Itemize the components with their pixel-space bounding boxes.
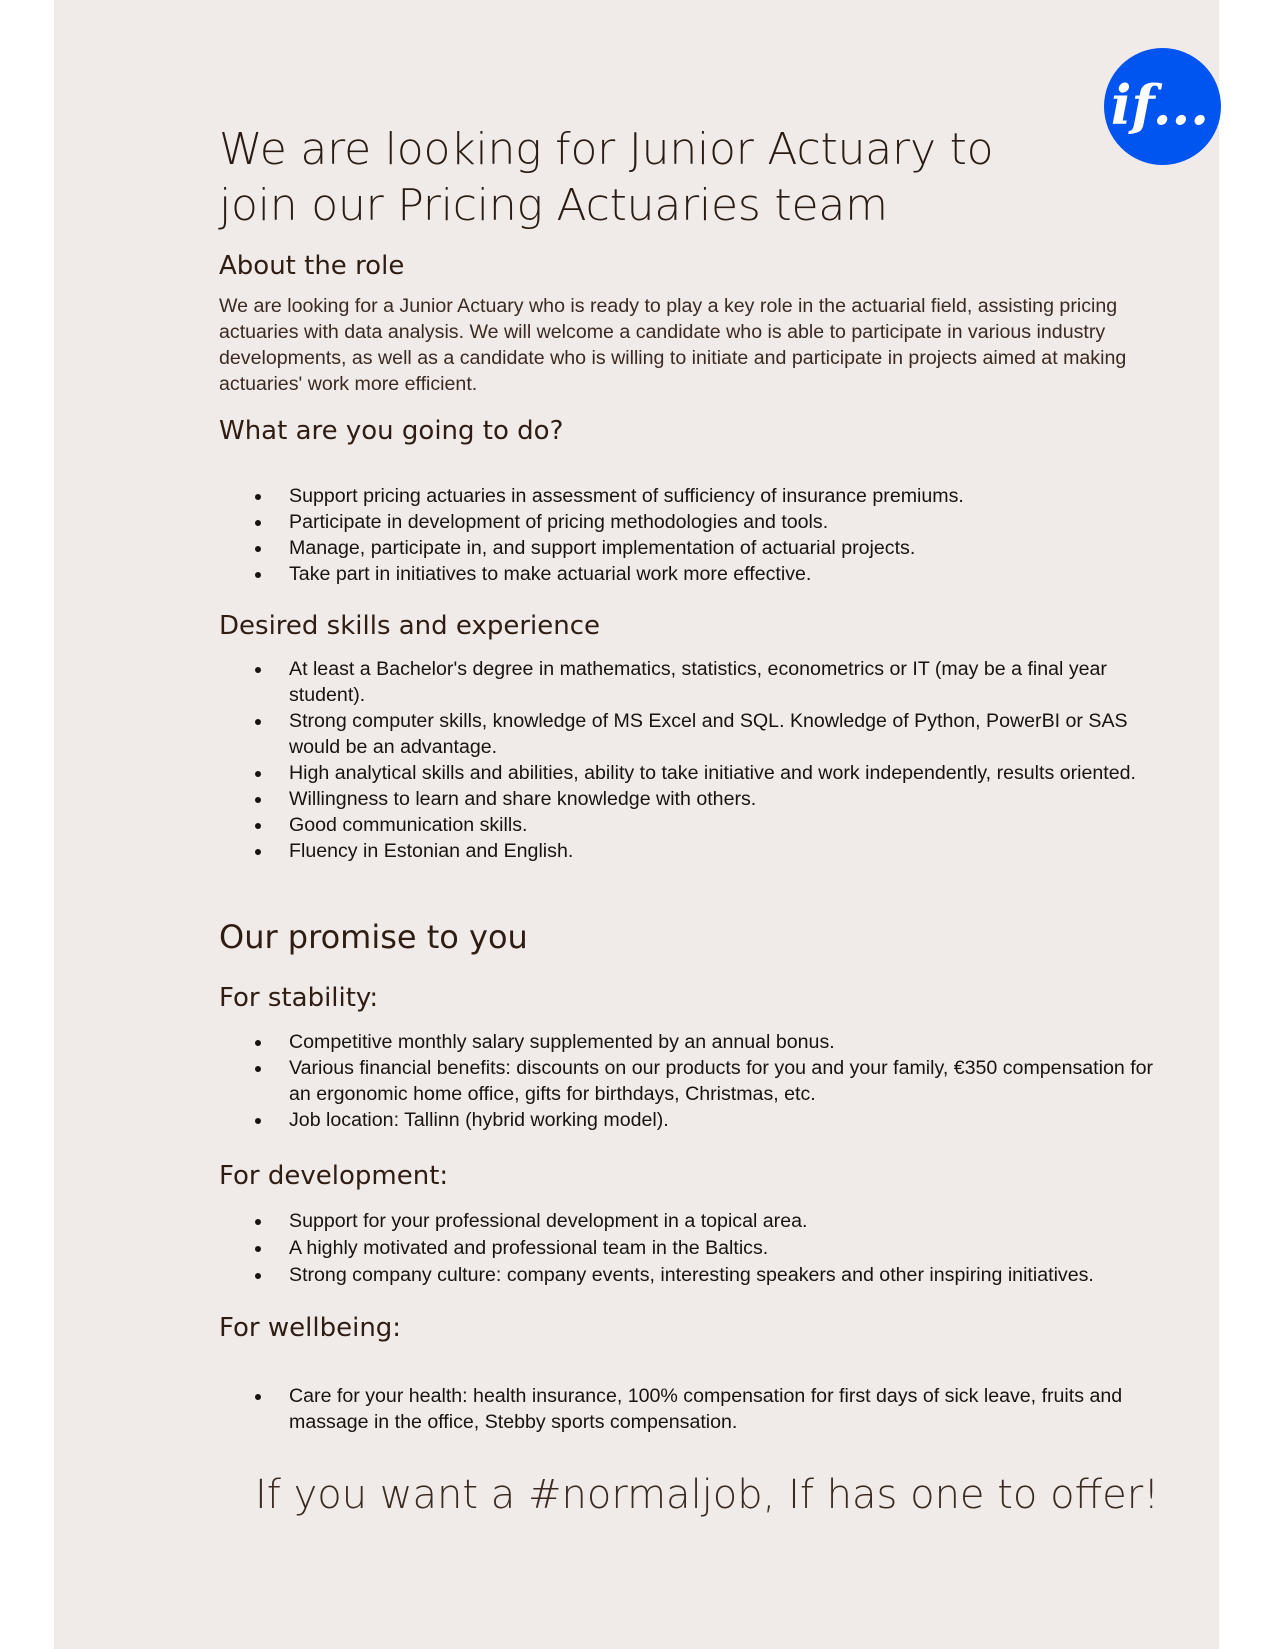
duties-list [219,483,1159,587]
list-item: Various financial benefits: discounts on our products for you and your family, €350 compensation for an ergonomic home office, gifts for birthdays, Christmas, etc. [219,1055,1159,1107]
list-item: High analytical skills and abilities, ability to take initiative and work independently, results oriented. [219,760,1159,786]
if-logo [1104,48,1221,165]
skills-heading: Desired skills and experience [219,611,601,641]
slogan: If you want a #normaljob, If has one to offer! [255,1472,1160,1518]
list-item: A highly motivated and professional team in the Baltics. [219,1235,1159,1261]
list-item: Strong company culture: company events, interesting speakers and other inspiring initiatives. [219,1262,1159,1288]
promise-heading: Our promise to you [219,918,528,956]
list-item: Willingness to learn and share knowledge with others. [219,786,1159,812]
development-list [219,1208,1159,1288]
page-title: We are looking for Junior Actuary to join our Pricing Actuaries team [219,124,994,231]
list-item: Support for your professional development in a topical area. [219,1208,1159,1234]
list-item: Job location: Tallinn (hybrid working model). [219,1107,1159,1133]
skills-list [219,656,1159,864]
about-heading: About the role [219,251,405,281]
stability-list [219,1029,1159,1133]
job-ad-page [54,0,1219,1649]
logo-text: if... [1110,73,1210,137]
stability-heading: For stability: [219,983,379,1013]
about-text: We are looking for a Junior Actuary who is ready to play a key role in the actuarial field, assisting pricing actuaries with data analysis. We will welcome a candidate who is able to participate in various industry developments, as well as a candidate who is willing to initiate and participate in projects aimed at making actuaries' work more efficient. [219,295,1127,395]
if-logo-icon [1104,48,1221,165]
list-item: Competitive monthly salary supplemented by an annual bonus. [219,1029,1159,1055]
duties-heading: What are you going to do? [219,416,564,446]
list-item: Support pricing actuaries in assessment of sufficiency of insurance premiums. [219,483,1159,509]
list-item: Care for your health: health insurance, 100% compensation for first days of sick leave, fruits and massage in the office, Stebby sports compensation. [219,1383,1159,1435]
list-item: Good communication skills. [219,812,1159,838]
wellbeing-heading: For wellbeing: [219,1313,402,1343]
wellbeing-list [219,1383,1159,1435]
list-item: Strong computer skills, knowledge of MS Excel and SQL. Knowledge of Python, PowerBI or SAS would be an advantage. [219,708,1159,760]
list-item: Take part in initiatives to make actuarial work more effective. [219,561,1159,587]
list-item: At least a Bachelor's degree in mathematics, statistics, econometrics or IT (may be a final year student). [219,656,1159,708]
list-item: Participate in development of pricing methodologies and tools. [219,509,1159,535]
development-heading: For development: [219,1161,449,1191]
list-item: Fluency in Estonian and English. [219,838,1159,864]
list-item: Manage, participate in, and support implementation of actuarial projects. [219,535,1159,561]
